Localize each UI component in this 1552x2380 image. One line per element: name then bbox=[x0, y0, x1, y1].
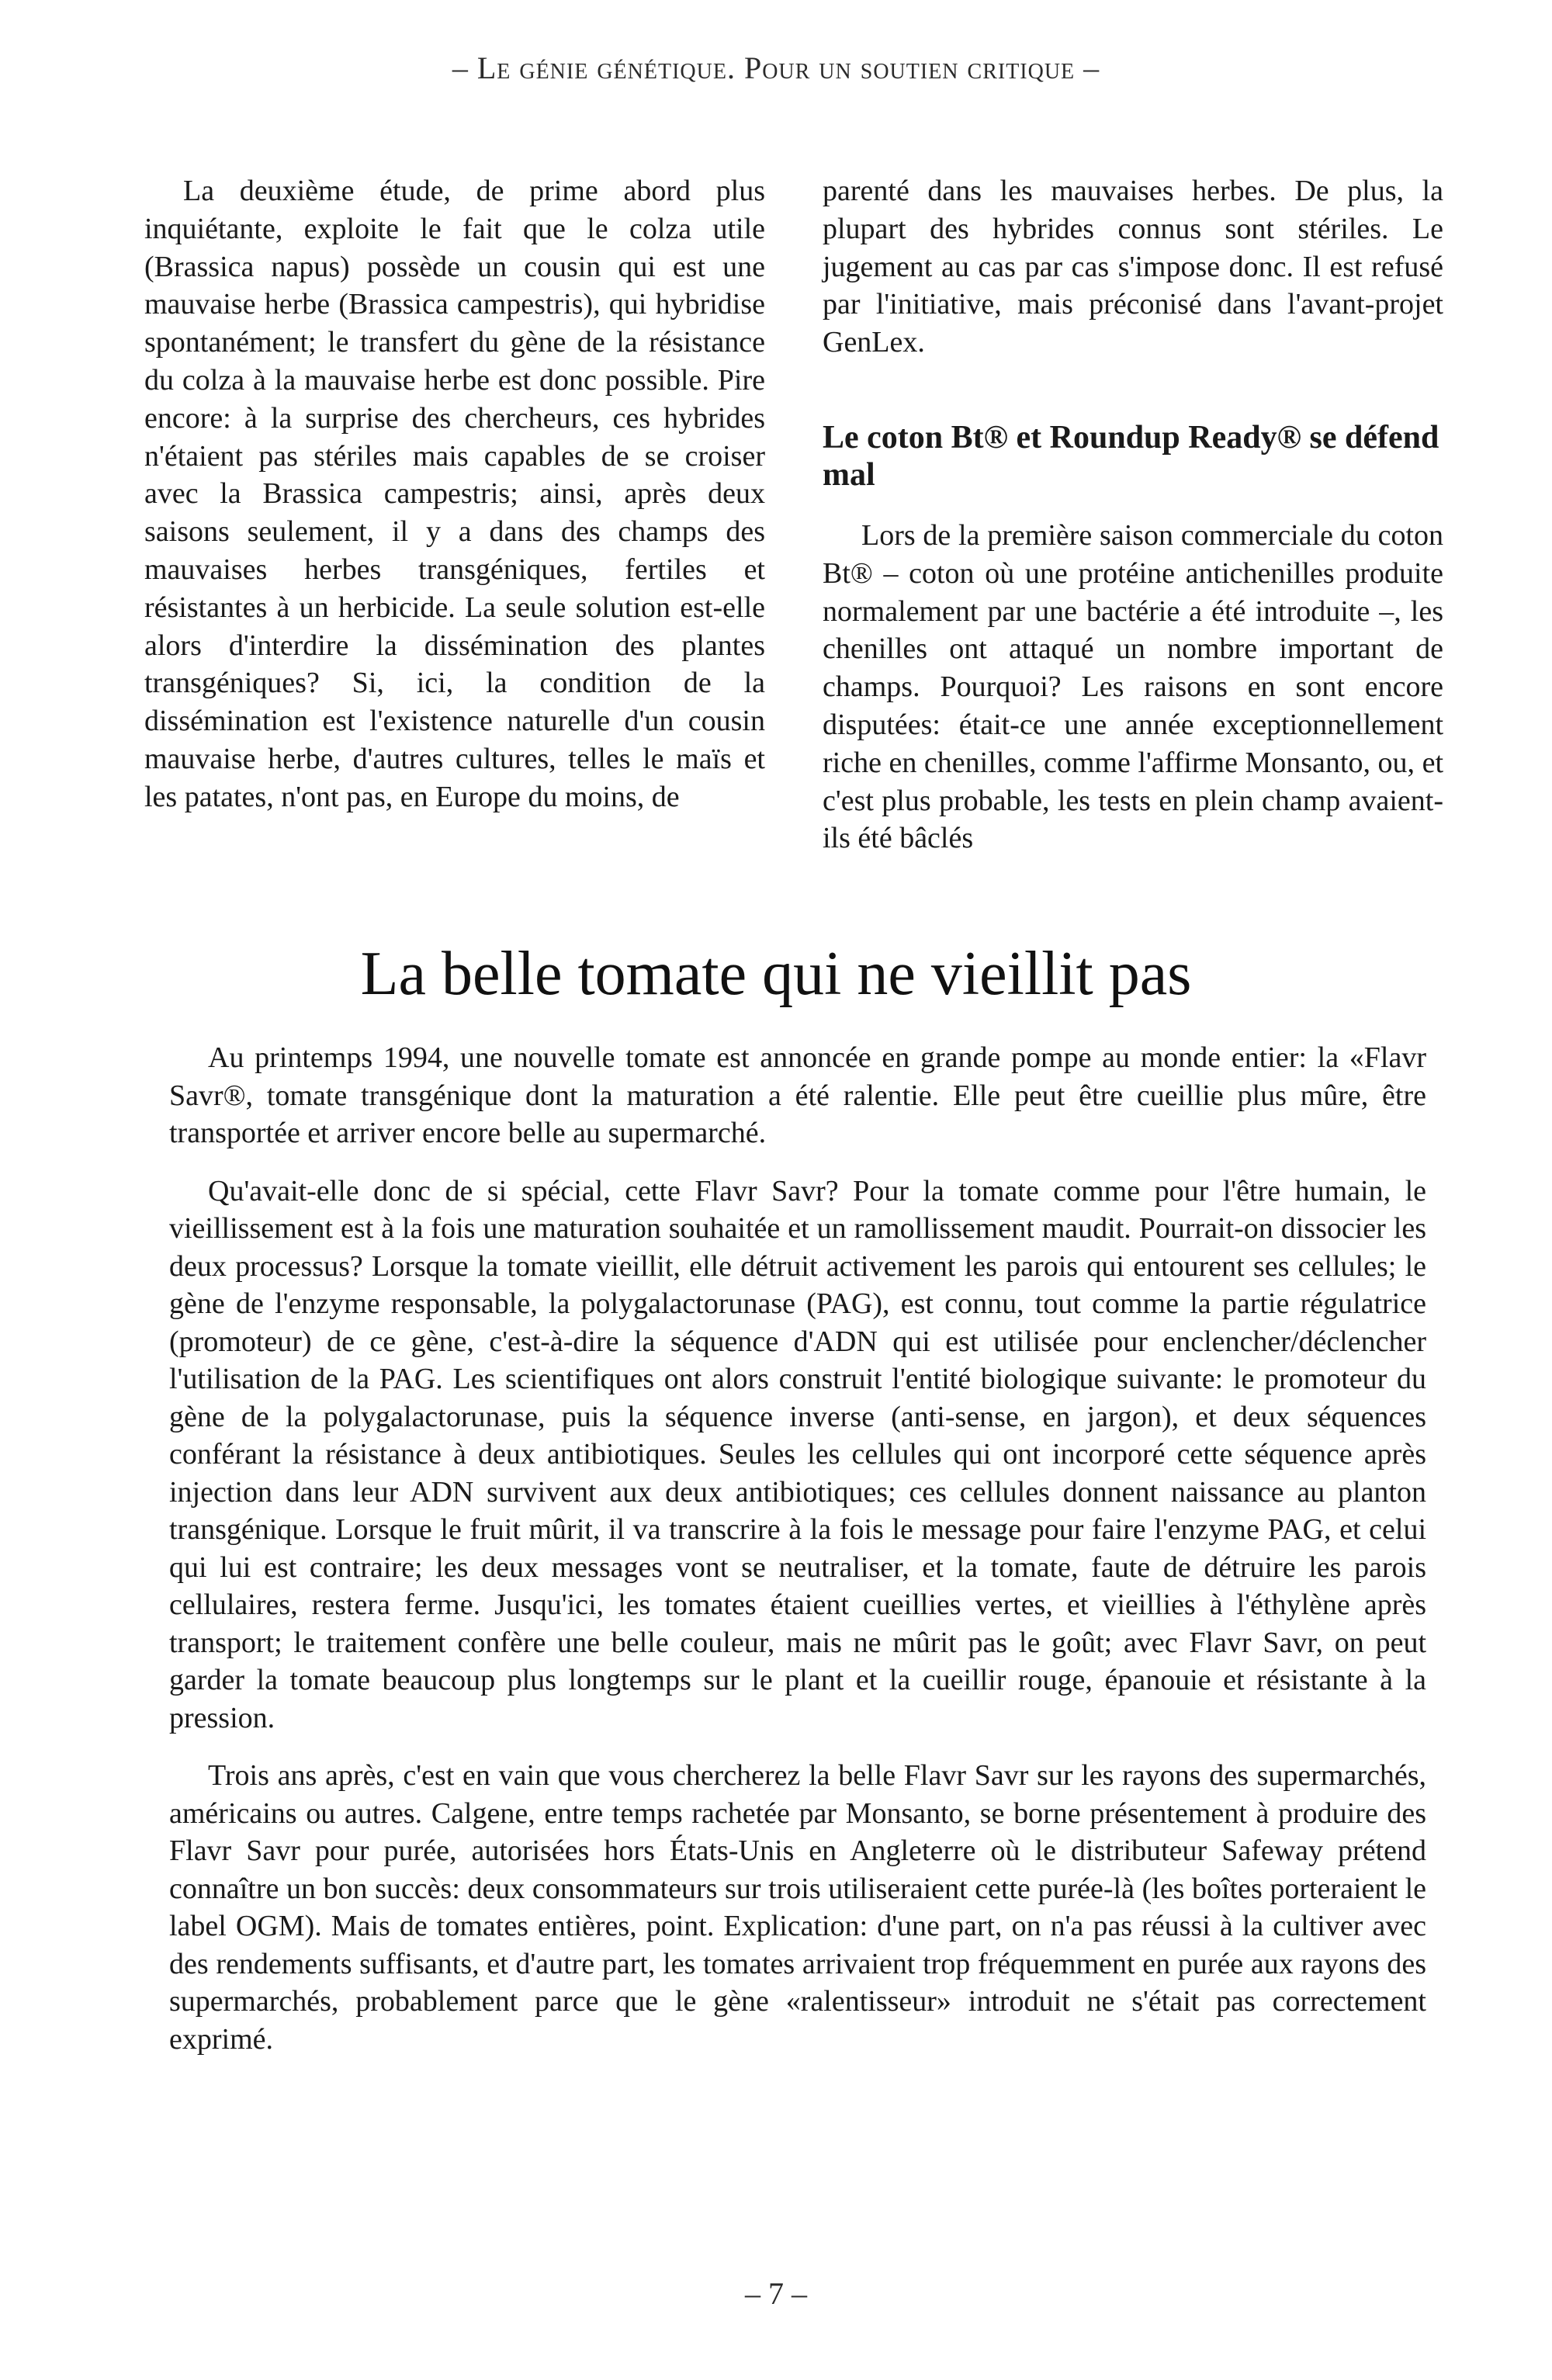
page-number: – 7 – bbox=[745, 2276, 807, 2311]
running-head: – Le génie génétique. Pour un soutien critique – bbox=[452, 50, 1100, 85]
left-column bbox=[144, 172, 765, 816]
left-column-paragraph: La deuxième étude, de prime abord plus inquiétante, exploite le fait que le colza utile (Brassica napus) possède un cousin qui est une mauvaise herbe (Brassica campestris), qui hybridise spontanément; le transfert du gène de la résistance du colza à la mauvaise herbe est donc possible. Pire encore: à la surprise des chercheurs, ces hybrides n'étaient pas stériles mais capables de se croiser avec la Brassica campestris; ainsi, après deux saisons seulement, il y a dans des champs des mauvaises herbes transgéniques, fertiles et résistantes à un herbicide. La seule solution est-elle alors d'interdire la dissémination des plantes transgéniques? Si, ici, la condition de la dissémination est l'existence naturelle d'un cousin mauvaise herbe, d'autres cultures, telles le maïs et les patates, n'ont pas, en Europe du moins, de bbox=[144, 175, 765, 813]
right-column-paragraph-continued: parenté dans les mauvaises herbes. De plus, la plupart des hybrides connus sont stériles. Le jugement au cas par cas s'impose donc. Il est refusé par l'initiative, mais préconisé dans l'avant-projet GenLex. bbox=[823, 175, 1443, 359]
right-column-paragraph: Lors de la première saison commerciale du coton Bt® – coton où une protéine antichenilles produite normalement par une bactérie a été introduite –, les chenilles ont attaqué un nombre important de champs. Pourquoi? Les raisons en sont encore disputées: était-ce une année exceptionnellement riche en chenilles, comme l'affirme Monsanto, ou, et c'est plus probable, les tests en plein champ avaient-ils été bâclés bbox=[823, 518, 1443, 855]
body-paragraph-3: Trois ans après, c'est en vain que vous chercherez la belle Flavr Savr sur les rayons des supermarchés, américains ou autres. Calgene, entre temps rachetée par Monsanto, se borne présentement à produire des Flavr Savr pour purée, autorisées hors États-Unis en Angleterre où le distributeur Safeway prétend connaître un bon succès: deux consommateurs sur trois utiliseraient cette purée-là (les boîtes porteraient le label OGM). Mais de tomates entières, point. Explication: d'une part, on n'a pas réussi à la cultiver avec des rendements suffisants, et d'autre part, les tomates arrivaient trop fréquemment en purée aux rayons des supermarchés, probablement parce que le gène «ralentisseur» introduit ne s'était pas correctement exprimé. bbox=[169, 1759, 1426, 2056]
body-paragraph-1: Au printemps 1994, une nouvelle tomate est annoncée en grande pompe au monde entier: la «Flavr Savr®, tomate transgénique dont la maturation a été ralentie. Elle peut être cueillie plus mûre, être transportée et arriver encore belle au supermarché. bbox=[169, 1041, 1426, 1149]
right-column bbox=[823, 172, 1443, 857]
section-body bbox=[169, 1039, 1426, 2078]
body-paragraph-2: Qu'avait-elle donc de si spécial, cette Flavr Savr? Pour la tomate comme pour l'être humain, le vieillissement est à la fois une maturation souhaitée et un ramollissement maudit. Pourrait-on dissocier les deux processus? Lorsque la tomate vieillit, elle détruit activement les parois qui entourent ses cellules; le gène de l'enzyme responsable, la polygalactorunase (PAG), est connu, tout comme la partie régulatrice (promoteur) de ce gène, c'est-à-dire la séquence d'ADN qui est utilisée pour enclencher/déclencher l'utilisation de la PAG. Les scientifiques ont alors construit l'entité biologique suivante: le promoteur du gène de la polygalactorunase, puis la séquence inverse (anti-sense, en jargon), et deux séquences conférant la résistance à deux antibiotiques. Seules les cellules qui ont incorporé cette séquence après injection dans leur ADN survivent aux deux antibiotiques; ces cellules donnent naissance au planton transgénique. Lorsque le fruit mûrit, il va transcrire à la fois le message pour faire l'enzyme PAG, et celui qui lui est contraire; les deux messages vont se neutraliser, et la tomate, faute de détruire les parois cellulaires, restera ferme. Jusqu'ici, les tomates étaient cueillies vertes, et vieillies à l'éthylène après transport; le traitement confère une belle couleur, mais ne mûrit pas le goût; avec Flavr Savr, on peut garder la tomate beaucoup plus longtemps sur le plant et la cueillir rouge, épanouie et résistante à la pression. bbox=[169, 1174, 1426, 1734]
section-title: La belle tomate qui ne vieillit pas bbox=[360, 940, 1192, 1008]
column-subheading: Le coton Bt® et Roundup Ready® se défend mal bbox=[823, 419, 1439, 493]
